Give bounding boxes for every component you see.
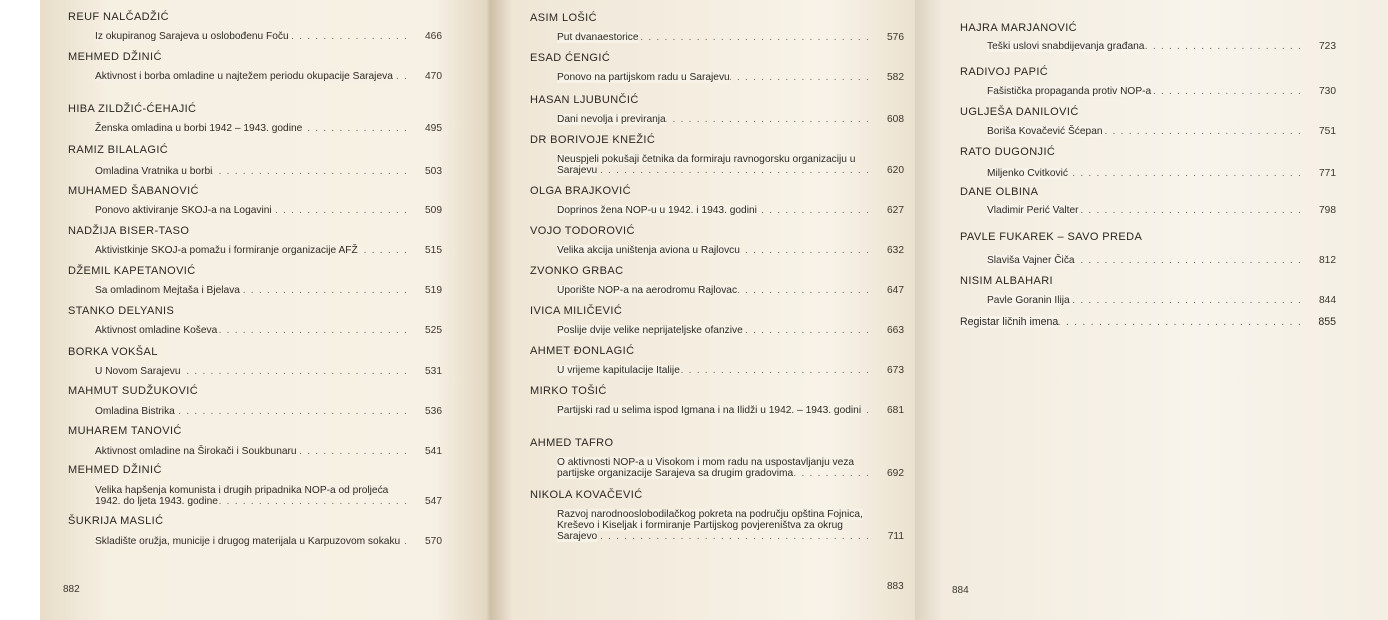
entry-author: RADIVOJ PAPIĆ [960,66,1049,78]
toc-entry [68,515,442,547]
toc-entry [530,489,904,542]
entry-page: 711 [887,531,904,542]
entry-page: 798 [1319,205,1336,216]
toc-entry [68,385,442,417]
entry-page: 503 [425,166,442,177]
entry-author: STANKO DELYANIS [68,305,175,317]
entry-page: 509 [425,205,442,216]
entry-author: MUHAMED ŠABANOVIĆ [68,185,199,197]
register-page: 855 [1318,316,1336,328]
toc-entry [960,275,1336,306]
toc-entry [960,66,1336,97]
entry-title-line [557,72,904,83]
toc-entry [68,265,442,296]
entry-author: DŽEMIL KAPETANOVIĆ [68,265,196,277]
entry-page: 673 [887,365,904,376]
entry-title-line [987,255,1336,266]
entry-author: VOJO TODOROVIĆ [530,225,635,237]
entry-title: Skladište oružja, municije i drugog materijala u Karpuzovom sokaku [95,536,401,547]
entry-title: Ponovo na partijskom radu u Sarajevu [557,72,730,83]
entry-title: Omladina Bistrika [95,406,175,417]
entry-title-line [987,168,1336,179]
entry-page: 663 [887,325,904,336]
entry-title-line [557,405,904,416]
entry-page: 466 [425,31,442,42]
entry-title: Iz okupiranog Sarajeva u oslobođenu Foču [95,31,289,42]
entry-author: MEHMED DŽINIĆ [68,51,162,63]
entry-title: U vrijeme kapitulacije Italije [557,365,680,376]
entry-page: 771 [1319,168,1336,179]
entry-page: 647 [887,285,904,296]
entry-title-line [95,123,442,134]
entry-author: MEHMED DŽINIĆ [68,464,162,476]
entry-title-line [95,71,442,82]
entry-title-line [557,154,904,176]
entry-page: 495 [425,123,442,134]
toc-entry [530,12,904,43]
entry-page: 730 [1319,86,1336,97]
entry-title-line [95,166,442,177]
entry-page: 519 [425,285,442,296]
entry-title: Boriša Kovačević Šćepan [987,126,1103,137]
entry-author: ZVONKO GRBAC [530,265,624,277]
entry-author: AHMED TAFRO [530,437,614,449]
entry-page: 515 [425,245,442,256]
entry-page: 536 [425,406,442,417]
entry-title-line [557,32,904,43]
toc-entry [68,305,442,336]
entry-title: Dani nevolja i previranja [557,114,666,125]
entry-title-line [95,366,442,377]
toc-entry [530,134,904,176]
entry-title: Pavle Goranin Ilija [987,295,1070,306]
entry-title: Teški uslovi snabdijevanja građana [987,41,1145,52]
entry-title-line [557,457,904,479]
toc-entry [530,385,904,416]
entry-title: Poslije dvije velike neprijateljske ofanzive [557,325,743,336]
entry-page: 570 [425,536,442,547]
page-number: 883 [887,581,904,592]
page-number: 884 [952,585,969,596]
entry-title: Razvoj narodnooslobodilačkog pokreta na području opština Fojnica, Kreševo i Kiseljak i formiranje Partijskog povjereništva za okrug Sarajevo [557,509,863,542]
entry-title: Miljenko Cvitković [987,168,1068,179]
toc-entry [68,346,442,377]
entry-title-line [95,325,442,336]
entry-page: 576 [887,32,904,43]
entry-author: BORKA VOKŠAL [68,346,158,358]
entry-title-line [95,536,442,547]
entry-title: Put dvanaestorice [557,32,639,43]
entry-title: Vladimir Perić Valter [987,205,1079,216]
entry-title-line [95,406,442,417]
toc-entry [68,51,442,82]
entry-author: OLGA BRAJKOVIĆ [530,185,631,197]
entry-title: Sa omladinom Mejtaša i Bjelava [95,285,240,296]
entry-title: U Novom Sarajevu [95,366,181,377]
entry-title: Velika hapšenja komunista i drugih pripadnika NOP-a od proljeća 1942. do ljeta 1943. godine [95,485,389,507]
entry-title-line [95,205,442,216]
entry-page: 844 [1319,295,1336,306]
toc-entry [68,103,442,134]
entry-page: 812 [1319,255,1336,266]
toc-entry [68,464,442,507]
entry-title: Ponovo aktiviranje SKOJ-a na Logavini [95,205,272,216]
entry-page: 541 [425,446,442,457]
toc-entry [68,225,442,256]
entry-author: NIKOLA KOVAČEVIĆ [530,489,643,501]
entry-page: 608 [887,114,904,125]
entry-page: 582 [887,72,904,83]
entry-author: MAHMUT SUDŽUKOVIĆ [68,385,199,397]
entry-title-line [557,245,904,256]
entry-page: 525 [425,325,442,336]
toc-entry [960,22,1336,52]
entry-page: 632 [887,245,904,256]
entry-author: ŠUKRIJA MASLIĆ [68,515,164,527]
entry-title-line [987,295,1336,306]
entry-title: Aktivistkinje SKOJ-a pomažu i formiranje organizacije AFŽ [95,245,358,256]
toc-entry [530,94,904,125]
toc-entry [530,345,904,376]
entry-title: Doprinos žena NOP-u u 1942. i 1943. godini [557,205,757,216]
entry-author: ESAD ĆENGIĆ [530,52,611,64]
entry-author: HASAN LJUBUNČIĆ [530,94,639,106]
entry-title-line [557,285,904,296]
entry-title-line [557,365,904,376]
entry-title-line [987,41,1336,52]
entry-page: 692 [887,468,904,479]
toc-entry [960,186,1336,216]
entry-author: AHMET ĐONLAGIĆ [530,345,635,357]
toc-entry [530,305,904,336]
entry-title: Fašistička propaganda protiv NOP-a [987,86,1152,97]
entry-title-line [95,245,442,256]
toc-entry [68,11,442,42]
entry-author: HIBA ZILDŽIĆ-ĆEHAJIĆ [68,103,197,115]
toc-entry [960,146,1336,179]
entry-title-line [95,485,442,507]
entry-page: 470 [425,71,442,82]
register-title: Registar ličnih imena [960,316,1059,328]
entry-author: REUF NALČADŽIĆ [68,11,169,23]
entry-page: 620 [887,165,904,176]
entry-title: Ženska omladina u borbi 1942 – 1943. godine [95,123,303,134]
entry-author: PAVLE FUKAREK – SAVO PREDA [960,231,1143,243]
entry-title-line [557,325,904,336]
entry-title-line [95,285,442,296]
entry-title-line [987,205,1336,216]
entry-author: RATO DUGONJIĆ [960,146,1056,158]
toc-entry [960,106,1336,137]
toc-entry [68,185,442,216]
entry-title: Velika akcija uništenja aviona u Rajlovcu [557,245,740,256]
entry-title-line [987,126,1336,137]
entry-author: MIRKO TOŠIĆ [530,385,607,397]
toc-entry [68,425,442,457]
entry-author: MUHAREM TANOVIĆ [68,425,182,437]
toc-entry [68,144,442,177]
entry-author: IVICA MILIČEVIĆ [530,305,623,317]
entry-author: DANE OLBINA [960,186,1039,198]
entry-author: RAMIZ BILALAGIĆ [68,144,169,156]
entry-page: 681 [887,405,904,416]
entry-author: NISIM ALBAHARI [960,275,1054,287]
entry-page: 547 [425,496,442,507]
entry-title: Aktivnost i borba omladine u najtežem periodu okupacije Sarajeva [95,71,393,82]
entry-title-line [987,86,1336,97]
entry-title: Neuspjeli pokušaji četnika da formiraju ravnogorsku organizaciju u Sarajevu [557,154,856,176]
toc-entry [530,185,904,216]
entry-title: Aktivnost omladine na Širokači i Soukbunaru [95,446,297,457]
entry-author: ASIM LOŠIĆ [530,12,597,24]
entry-page: 627 [887,205,904,216]
entry-title: Omladina Vratnika u borbi [95,166,213,177]
entry-title-line [95,446,442,457]
entry-title-line [557,509,904,542]
toc-entry [530,437,904,479]
entry-title: Aktivnost omladine Koševa [95,325,218,336]
register-entry [960,316,1336,328]
toc-entry [960,231,1336,266]
toc-entry [530,225,904,256]
page-number: 882 [63,584,80,595]
entry-title: Partijski rad u selima ispod Igmana i na Ilidži u 1942. – 1943. godini [557,405,862,416]
entry-title-line [557,114,904,125]
entry-author: NADŽIJA BISER-TASO [68,225,190,237]
entry-author: UGLJEŠA DANILOVIĆ [960,106,1079,118]
toc-entry [530,265,904,296]
entry-title: Slaviša Vajner Čiča [987,255,1075,266]
entry-page: 751 [1319,126,1336,137]
entry-title: O aktivnosti NOP-a u Visokom i mom radu na uspostavljanju veza partijske organizacije Sarajeva sa drugim gradovima [557,457,855,479]
entry-title-line [557,205,904,216]
entry-page: 723 [1319,41,1336,52]
entry-title-line [95,31,442,42]
entry-author: DR BORIVOJE KNEŽIĆ [530,134,656,146]
entry-author: HAJRA MARJANOVIĆ [960,22,1078,34]
entry-title: Uporište NOP-a na aerodromu Rajlovac [557,285,738,296]
entry-page: 531 [425,366,442,377]
toc-entry [530,52,904,83]
